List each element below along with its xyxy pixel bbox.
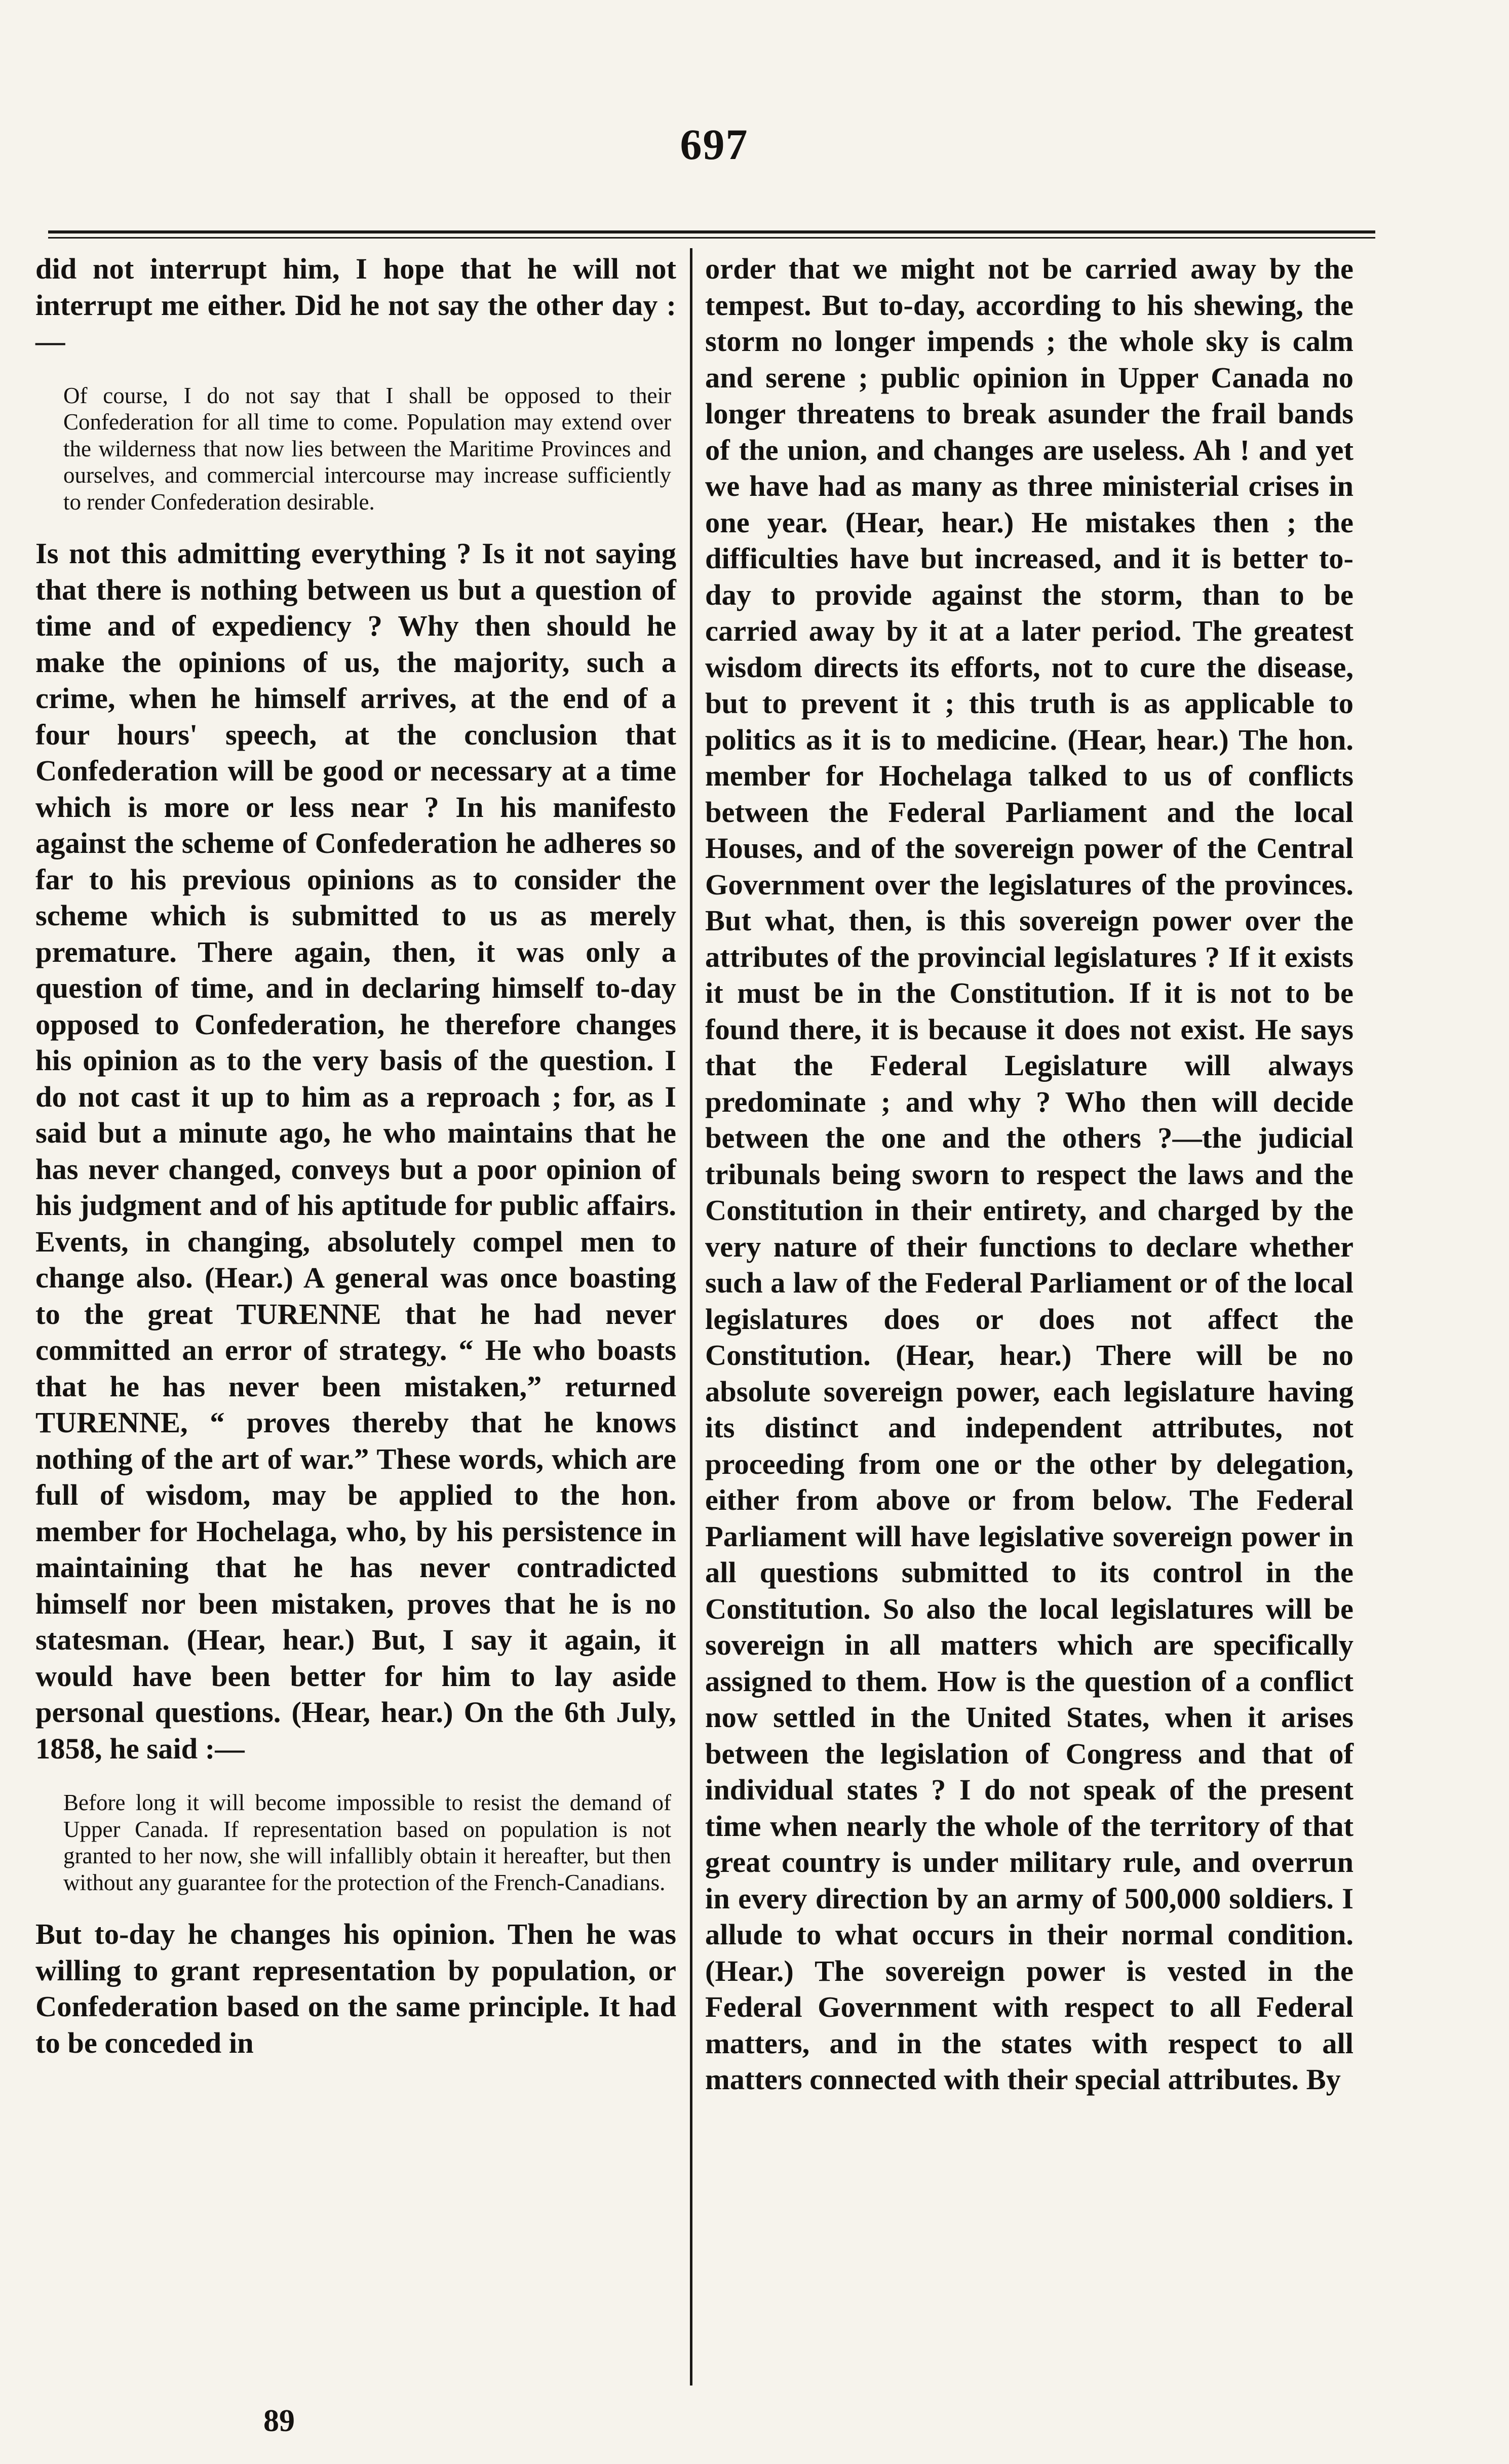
block-quote: Of course, I do not say that I shall be opposed to their Confederation for all time to come. Population may extend over the wilderness that now lies between the Maritime Provinces and ourselves, and commercial intercourse may increase sufficiently to render Confederation desirable.: [63, 382, 671, 515]
left-column: [35, 251, 676, 2061]
block-quote: Before long it will become impossible to resist the demand of Upper Canada. If representation based on population is not granted to her now, she will infallibly obtain it hereafter, but then without any guarantee for the protection of the French-Canadians.: [63, 1790, 671, 1895]
paragraph: Is not this admitting everything ? Is it not saying that there is nothing between us but a question of time and of expediency ? Why then should he make the opinions of us, the majority, such a crime, when he himself arrives, at the end of a four hours' speech, at the conclusion that Confederation will be good or necessary at a time which is more or less near ? In his manifesto against the scheme of Confederation he adheres so far to his previous opinions as to consider the scheme which is submitted to us as merely premature. There again, then, it was only a question of time, and in declaring himself to-day opposed to Confederation, he therefore changes his opinion as to the very basis of the question. I do not cast it up to him as a reproach ; for, as I said but a minute ago, he who maintains that he has never changed, conveys but a poor opinion of his judgment and of his aptitude for public affairs. Events, in changing, absolutely compel men to change also. (Hear.) A general was once boasting to the great TURENNE that he had never committed an error of strategy. “ He who boasts that he has never been mistaken,” returned TURENNE, “ proves thereby that he knows nothing of the art of war.” These words, which are full of wisdom, may be applied to the hon. member for Hochelaga, who, by his persistence in maintaining that he has never contradicted himself nor been mistaken, proves that he is no statesman. (Hear, hear.) But, I say it again, it would have been better for him to lay aside personal questions. (Hear, hear.) On the 6th July, 1858, he said :—: [35, 537, 676, 1765]
signature-mark: 89: [263, 2404, 295, 2438]
paragraph: did not interrupt him, I hope that he will not interrupt me either. Did he not say the other day :—: [35, 252, 676, 358]
paragraph: order that we might not be carried away by the tempest. But to-day, according to his shewing, the storm no longer impends ; the whole sky is calm and serene ; public opinion in Upper Canada no longer threatens to break asunder the frail bands of the union, and changes are useless. Ah ! and yet we have had as many as three ministerial crises in one year. (Hear, hear.) He mistakes then ; the difficulties have but increased, and it is better to-day to provide against the storm, than to be carried away by it at a later period. The greatest wisdom directs its efforts, not to cure the disease, but to prevent it ; this truth is as applicable to politics as it is to medicine. (Hear, hear.) The hon. member for Hochelaga talked to us of conflicts between the Federal Parliament and the local Houses, and of the sovereign power of the Central Government over the legislatures of the provinces. But what, then, is this sovereign power over the attributes of the provincial legislatures ? If it exists it must be in the Constitution. If it is not to be found there, it is because it does not exist. He says that the Federal Legislature will always predominate ; and why ? Who then will decide between the one and the others ?—the judicial tribunals being sworn to respect the laws and the Constitution in their entirety, and charged by the very nature of their functions to declare whether such a law of the Federal Parliament or of the local legislatures does or does not affect the Constitution. (Hear, hear.) There will be no absolute sovereign power, each legislature having its distinct and independent attributes, not proceeding from one or the other by delegation, either from above or from below. The Federal Parliament will have legislative sovereign power in all questions submitted to its control in the Constitution. So also the local legislatures will be sovereign in all matters which are specifically assigned to them. How is the question of a conflict now settled in the United States, when it arises between the legislation of Congress and that of individual states ? I do not speak of the present time when nearly the whole of the territory of that great country is under military rule, and overrun in every direction by an army of 500,000 soldiers. I allude to what occurs in their normal condition. (Hear.) The sovereign power is vested in the Federal Government with respect to all Federal matters, and in the states with respect to all matters connected with their special attributes. By: [705, 252, 1353, 2096]
right-column: [705, 251, 1353, 2098]
header-rule-thin: [48, 237, 1375, 239]
header-rule-thick: [48, 230, 1375, 233]
paragraph: But to-day he changes his opinion. Then he was willing to grant representation by population, or Confederation based on the same principle. It had to be conceded in: [35, 1918, 676, 2059]
page-number: 697: [680, 120, 749, 169]
column-divider: [690, 248, 692, 2385]
